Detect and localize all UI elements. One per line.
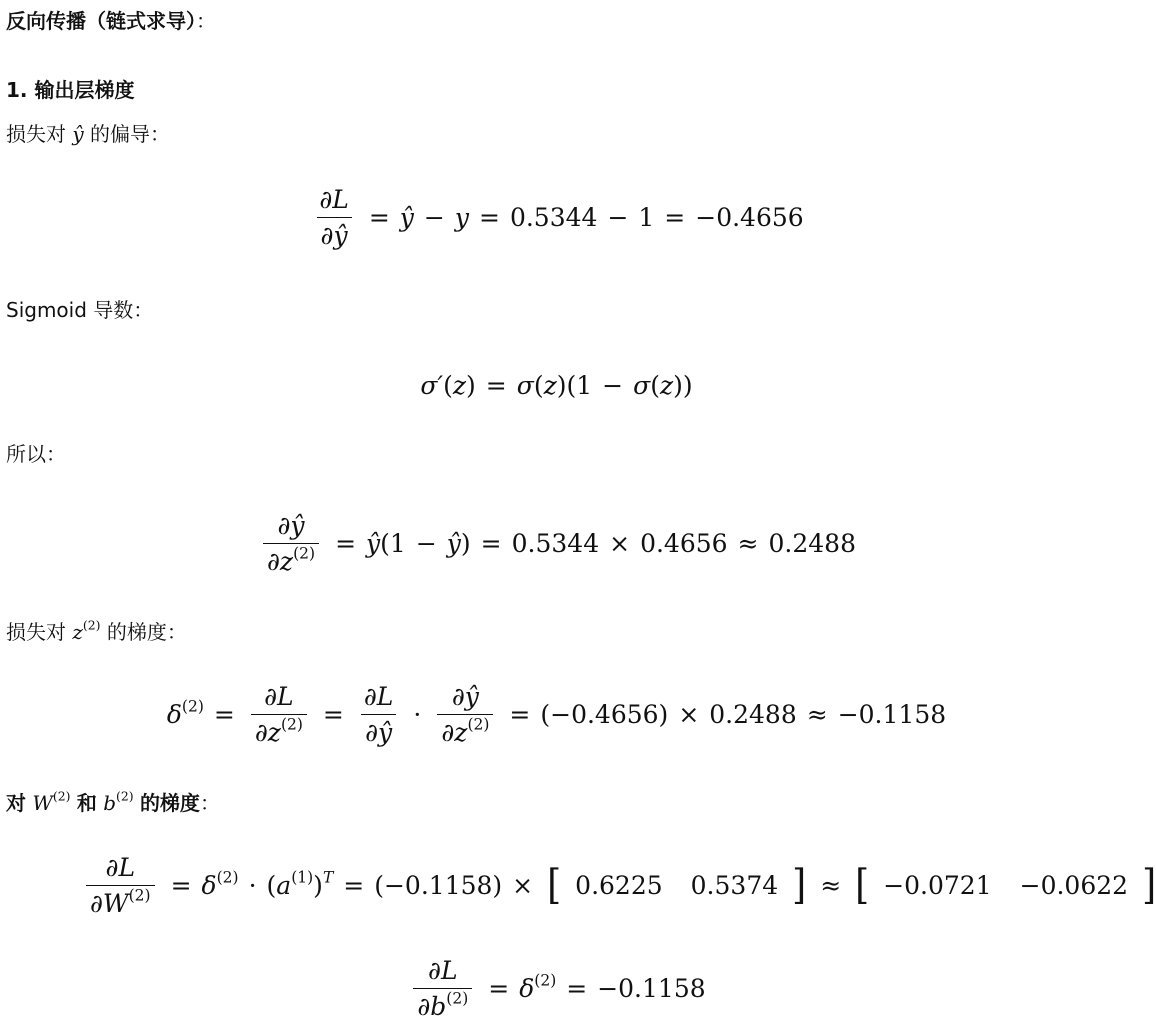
- equation-dL-db2: $\frac{\partial L}{\partial b^{(2)}}$ = $\delta^{(2)}$ = −0.1158: [0, 950, 1113, 1026]
- equation-dL-dyhat: $\frac{\partial L}{\partial ŷ}$ = ŷ − y = 0.5344 − 1 = −0.4656: [0, 182, 1113, 252]
- section-title-output-layer: 1. 输出层梯度: [6, 78, 135, 102]
- val-delta2-2: −0.1158: [597, 973, 706, 1003]
- wb-and: 和: [76, 791, 97, 815]
- suffix: 的偏导：: [90, 122, 171, 146]
- val-dyhat-dz-2: 0.2488: [709, 699, 797, 729]
- prefix: 损失对: [6, 122, 66, 146]
- frac-dL-dyhat: $\frac{\partial L}{\partial ŷ}$: [315, 185, 353, 250]
- a1-cell-0: 0.6225: [575, 870, 663, 900]
- val-neg-dL: (−0.4656): [540, 699, 669, 729]
- text-grad-W2-b2: [6, 790, 220, 816]
- var-b2: $b^{(2)}$: [103, 788, 134, 815]
- matrix-dW2: [ −0.0721 −0.0622 ]: [855, 861, 1156, 909]
- text-loss-wrt-yhat: [6, 121, 170, 147]
- wb-suffix: 的梯度: [139, 791, 200, 815]
- var-W2: $W^{(2)}$: [32, 788, 71, 815]
- text-therefore: 所以：: [6, 442, 66, 466]
- val-one-minus-yhat: 0.4656: [640, 528, 728, 558]
- val-dL-dyhat: −0.4656: [695, 202, 804, 232]
- dW2-cell-0: −0.0721: [883, 870, 992, 900]
- a1-cell-1: 0.5374: [690, 870, 779, 900]
- val-delta2: −0.1158: [837, 699, 947, 729]
- equation-sigmoid-derivative: σ′ ( z ) = σ ( z )(1 − σ ( z )): [420, 370, 693, 400]
- frac-dyhat-dz2: $\frac{\partial ŷ}{\partial z^{(2)}}$: [263, 511, 319, 576]
- suffix: 的梯度：: [106, 620, 187, 644]
- page-heading: [6, 8, 216, 34]
- equation-dyhat-dz2: $\frac{\partial ŷ}{\partial z^{(2)}}$ = ŷ (1 − ŷ ) = 0.5344 × 0.4656 ≈ 0.2488: [0, 505, 1113, 581]
- text-loss-wrt-z2: [6, 619, 187, 645]
- heading-colon: ：: [196, 9, 216, 33]
- val-yhat: 0.5344: [509, 202, 598, 232]
- dW2-cell-1: −0.0622: [1019, 870, 1129, 900]
- wb-colon: ：: [199, 791, 220, 815]
- val-yhat-2: 0.5344: [511, 528, 600, 558]
- equation-delta2: $\delta^{(2)}$ = $\frac{\partial L}{\partial z^{(2)}}$ = $\frac{\partial L}{\partial ŷ}$ · $\frac{\partial ŷ}{\partial z^{(2)}}$ = (−0.4656) × 0.2488 ≈ −0.1158: [166, 681, 947, 747]
- var-z2: $z^{(2)}$: [72, 617, 101, 644]
- wb-prefix: 对: [6, 791, 26, 815]
- equation-dL-dW2: $\frac{\partial L}{\partial W^{(2)}}$ = $\delta^{(2)}$ · ( $a^{(1)}$ )$^T$ = (−0.1158) × [ 0.6225 0.5374 ] ≈ [ −0.0721 −0.0622 ]: [80, 846, 1105, 924]
- val-y: 1: [638, 202, 655, 232]
- heading-text: 反向传播（链式求导）: [6, 9, 196, 33]
- prefix: 损失对: [6, 620, 66, 644]
- matrix-a1: [ 0.6225 0.5374 ]: [547, 861, 807, 909]
- var-yhat: ŷ: [72, 122, 84, 146]
- val-dyhat-dz: 0.2488: [768, 528, 856, 558]
- val-delta2-paren: (−0.1158): [374, 870, 503, 900]
- text-sigmoid-derivative: Sigmoid 导数：: [6, 298, 154, 322]
